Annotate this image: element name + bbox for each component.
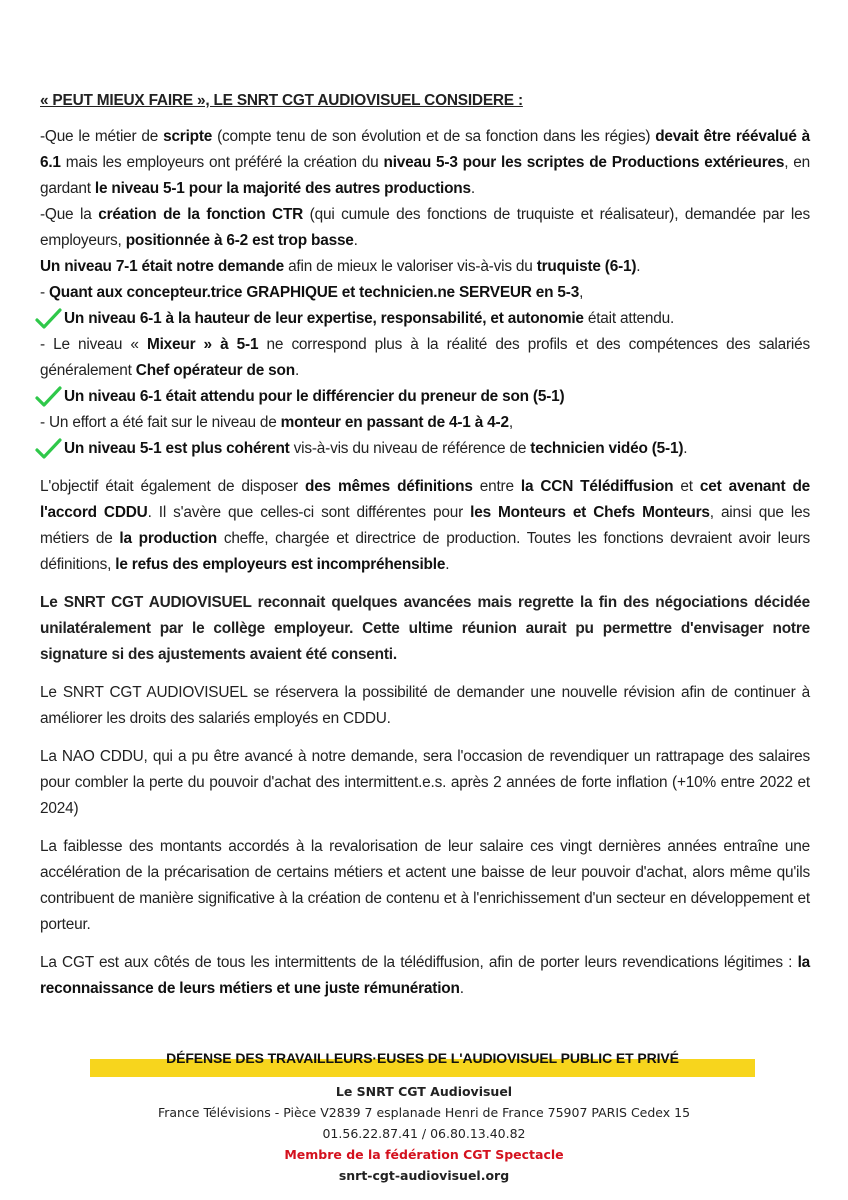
text-run: -Que le métier de — [40, 128, 164, 145]
text-run: La CGT est aux côtés de tous les intermittents de la télédiffusion, afin de porter leurs revendications légitimes : — [40, 954, 798, 971]
text-run: . — [459, 980, 464, 997]
text-run: , ainsi que les métiers de — [40, 504, 810, 547]
bold-run: Un niveau 6-1 était attendu pour le différencier du preneur de son (5-1) — [64, 388, 565, 405]
bold-run: monteur en passant de 4-1 à 4-2 — [280, 414, 509, 431]
text-run: -Que la — [40, 206, 99, 223]
graphique-line — [40, 280, 810, 306]
organization-address: France Télévisions - Pièce V2839 7 esplanade Henri de France 75907 PARIS Cedex 15 — [157, 1105, 691, 1120]
bold-run: cet avenant de l'accord CDDU — [40, 478, 811, 521]
nao-paragraph: La NAO CDDU, qui a pu être avancé à notre demande, sera l'occasion de revendiquer un rattrapage des salaires pour combler la perte du pouvoir d'achat des intermittent.e.s. après 2 années de forte inflation (+10% entre 2022 et 2024) — [40, 748, 810, 817]
bold-run: création de la fonction CTR — [98, 206, 304, 223]
text-run: , en gardant — [40, 154, 810, 197]
website-link[interactable]: snrt-cgt-audiovisuel.org — [338, 1168, 510, 1183]
bold-run: Un niveau 7-1 était notre demande — [40, 258, 284, 275]
bold-run: positionnée à 6-2 est trop basse — [125, 232, 354, 249]
intro-block — [40, 124, 810, 280]
text-run: (qui cumule des fonctions de truquiste et réalisateur), demandée par les employeurs, — [40, 206, 810, 249]
document-body — [40, 88, 810, 1002]
bold-run: des mêmes définitions — [305, 478, 473, 495]
check-line-2 — [40, 384, 810, 410]
text-run: entre — [472, 478, 521, 495]
phone-numbers: 01.56.22.87.41 / 06.80.13.40.82 — [322, 1126, 526, 1141]
text-run: (compte tenu de son évolution et de sa fonction dans les régies) — [212, 128, 656, 145]
text-run: . Il s'avère que celles-ci sont différentes pour — [147, 504, 471, 521]
bold-run: devait être réévalué à 6.1 — [40, 128, 811, 171]
checkmark-icon — [34, 437, 62, 461]
text-run: afin de mieux le valoriser vis-à-vis du — [284, 258, 537, 275]
bold-run: les Monteurs et Chefs Monteurs — [470, 504, 710, 521]
text-run: . — [445, 556, 450, 573]
bold-run: la production — [119, 530, 218, 547]
cgt-paragraph — [40, 950, 810, 1002]
bold-run: Un niveau 6-1 à la hauteur de leur expertise, responsabilité, et autonomie — [64, 310, 584, 327]
text-run: , — [508, 414, 513, 431]
mixeur-line — [40, 332, 810, 384]
text-run: . — [294, 362, 300, 379]
document-heading: « PEUT MIEUX FAIRE », LE SNRT CGT AUDIOVISUEL CONSIDERE : — [40, 92, 523, 109]
reconnait-paragraph: Le SNRT CGT AUDIOVISUEL reconnait quelques avancées mais regrette la fin des négociations décidée unilatéralement par le collège employeur. Cette ultime réunion aurait pu permettre d'envisager notre signature si des ajustements avaient été consenti. — [40, 594, 810, 663]
federation-membership: Membre de la fédération CGT Spectacle — [284, 1147, 564, 1162]
bold-run: Quant aux concepteur.trice GRAPHIQUE et technicien.ne SERVEUR en 5-3 — [49, 284, 580, 301]
bold-run: truquiste (6-1) — [536, 258, 637, 275]
reserve-paragraph: Le SNRT CGT AUDIOVISUEL se réservera la possibilité de demander une nouvelle révision afin de continuer à améliorer les droits des salariés employés en CDDU. — [40, 684, 810, 727]
text-run: . — [683, 440, 688, 457]
text-run: L'objectif était également de disposer — [40, 478, 305, 495]
bold-run: niveau 5-3 pour les scriptes de Productions extérieures — [383, 154, 785, 171]
text-run: ne correspond plus à la réalité des profils et des compétences des salariés généralement — [40, 336, 811, 379]
bold-run: la CCN Télédiffusion — [520, 478, 674, 495]
text-run: . — [636, 258, 641, 275]
text-run: . — [353, 232, 358, 249]
faiblesse-paragraph: La faiblesse des montants accordés à la revalorisation de leur salaire ces vingt dernières années entraîne une accélération de la précarisation de certains métiers et actent une baisse de leur pouvoir d'achat, alors même qu'ils contribuent de manière significative à la création de contenu et à l'enrichissement d'un secteur en développement et porteur. — [40, 838, 810, 933]
text-run: - — [40, 284, 50, 301]
objectif-paragraph — [40, 474, 810, 578]
bold-run: Mixeur » à 5-1 — [146, 336, 259, 353]
bold-run: le refus des employeurs est incompréhensible — [115, 556, 446, 573]
check-line-3 — [40, 436, 810, 462]
text-run: . — [470, 180, 475, 197]
monteur-line — [40, 410, 810, 436]
check-line-1 — [40, 306, 810, 332]
checkmark-icon — [34, 307, 62, 331]
text-run: et — [673, 478, 700, 495]
bold-run: le niveau 5-1 pour la majorité des autres productions — [94, 180, 471, 197]
text-run: - Le niveau « — [40, 336, 147, 353]
checkmark-icon — [34, 385, 62, 409]
text-run: - Un effort a été fait sur le niveau de — [40, 414, 281, 431]
organization-name: Le SNRT CGT Audiovisuel — [335, 1084, 513, 1099]
text-run: , — [579, 284, 584, 301]
text-run: vis-à-vis du niveau de référence de — [289, 440, 531, 457]
text-run: mais les employeurs ont préféré la création du — [60, 154, 384, 171]
banner-text: DÉFENSE DES TRAVAILLEURS·EUSES DE L'AUDIOVISUEL PUBLIC ET PRIVÉ — [166, 1050, 679, 1066]
bold-run: Chef opérateur de son — [135, 362, 295, 379]
footer-banner — [90, 1048, 755, 1077]
bold-run: Un niveau 5-1 est plus cohérent — [64, 440, 290, 457]
text-run: était attendu. — [583, 310, 675, 327]
bold-run: technicien vidéo (5-1) — [530, 440, 684, 457]
text-run: cheffe, chargée et directrice de production. Toutes les fonctions devraient avoir leurs définitions, — [40, 530, 810, 573]
bold-run: scripte — [163, 128, 213, 145]
bold-run: la reconnaissance de leurs métiers et une juste rémunération — [40, 954, 810, 997]
